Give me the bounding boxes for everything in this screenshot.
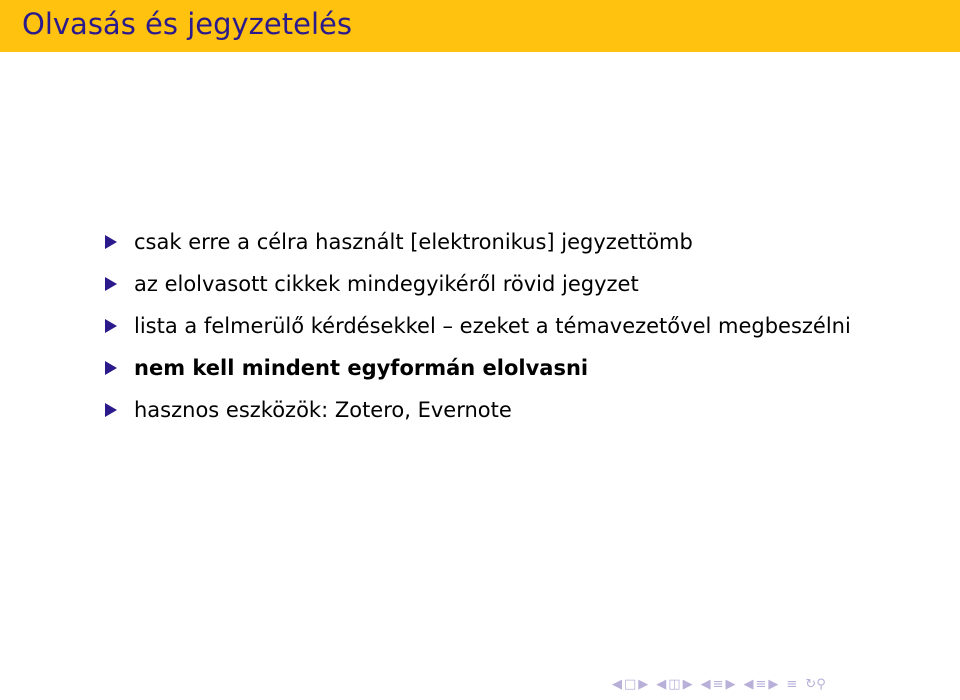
frame-title: Olvasás és jegyzetelés [22, 7, 352, 41]
nav-group-frame [612, 678, 648, 692]
triangle-bullet-icon [105, 361, 117, 375]
bullet-list [105, 224, 925, 434]
arrow-left-icon[interactable]: ◀ [656, 677, 667, 692]
arrow-left-icon[interactable]: ◀ [612, 677, 622, 692]
arrow-left-icon[interactable]: ◀ [700, 677, 711, 692]
arrow-right-icon[interactable]: ▶ [682, 677, 693, 692]
bullet-text: csak erre a célra használt [elektronikus] jegyzettömb [134, 230, 693, 254]
bullet-item [105, 266, 925, 302]
bullet-text: lista a felmerülő kérdésekkel – ezeket a témavezetővel megbeszélni [134, 314, 851, 338]
arrow-right-icon[interactable]: ▶ [725, 677, 736, 692]
section-icon[interactable]: ≡ [712, 677, 724, 692]
triangle-bullet-icon [105, 277, 117, 291]
navigation-bar [612, 676, 826, 694]
nav-group-section [701, 678, 736, 692]
nav-group-slide [744, 678, 779, 692]
bullet-item [105, 392, 925, 428]
bullet-text: hasznos eszközök: Zotero, Evernote [134, 398, 512, 422]
bullet-text: az elolvasott cikkek mindegyikéről rövid jegyzet [134, 272, 639, 296]
frame-icon[interactable]: □ [624, 677, 637, 692]
triangle-bullet-icon [105, 319, 117, 333]
bullet-text: nem kell mindent egyformán elolvasni [134, 356, 589, 380]
subsection-icon[interactable]: ◫ [668, 677, 681, 692]
bullet-item [105, 308, 925, 344]
frame-title-bar [0, 0, 960, 52]
bullet-item [105, 224, 925, 260]
triangle-bullet-icon [105, 403, 117, 417]
triangle-bullet-icon [105, 235, 117, 249]
arrow-right-icon[interactable]: ▶ [768, 677, 779, 692]
nav-group-subsection [656, 678, 692, 692]
arrow-right-icon[interactable]: ▶ [638, 677, 649, 692]
slide-icon[interactable]: ≡ [755, 677, 767, 692]
bullet-item [105, 350, 925, 386]
arrow-left-icon[interactable]: ◀ [743, 677, 754, 692]
align-icon[interactable]: ≡ [786, 677, 798, 692]
search-icon[interactable]: ↻⚲ [805, 677, 826, 692]
